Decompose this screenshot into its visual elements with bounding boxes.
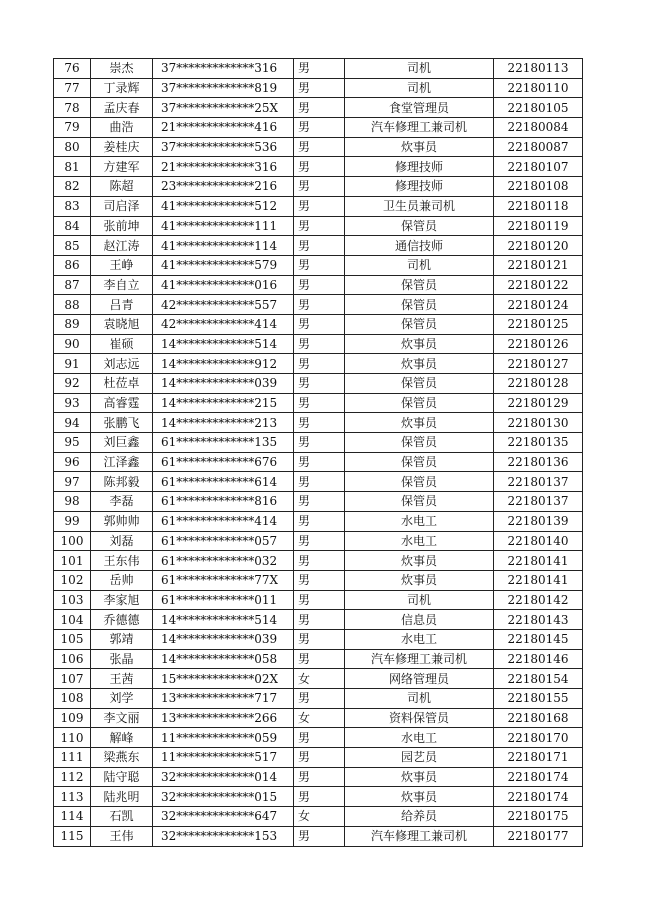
- table-row: [54, 413, 583, 433]
- job-title-cell: 通信技师: [345, 236, 494, 256]
- person-name-cell: 陈超: [91, 177, 153, 197]
- employee-code-cell: 22180140: [494, 531, 583, 551]
- gender-cell: 男: [294, 452, 345, 472]
- gender-cell: 女: [294, 669, 345, 689]
- gender-cell: 男: [294, 295, 345, 315]
- employee-code-cell: 22180155: [494, 689, 583, 709]
- person-name-cell: 张前坤: [91, 216, 153, 236]
- person-name-cell: 王峥: [91, 255, 153, 275]
- row-number-cell: 99: [54, 511, 91, 531]
- id-number-cell: 61*************032: [153, 551, 294, 571]
- gender-cell: 男: [294, 78, 345, 98]
- row-number-cell: 103: [54, 590, 91, 610]
- job-title-cell: 网络管理员: [345, 669, 494, 689]
- row-number-cell: 95: [54, 433, 91, 453]
- table-row: [54, 570, 583, 590]
- roster-body: [54, 59, 583, 847]
- gender-cell: 男: [294, 629, 345, 649]
- employee-code-cell: 22180105: [494, 98, 583, 118]
- id-number-cell: 61*************135: [153, 433, 294, 453]
- job-title-cell: 炊事员: [345, 137, 494, 157]
- person-name-cell: 袁晓旭: [91, 314, 153, 334]
- person-name-cell: 岳帅: [91, 570, 153, 590]
- gender-cell: 男: [294, 511, 345, 531]
- job-title-cell: 保管员: [345, 216, 494, 236]
- employee-code-cell: 22180128: [494, 374, 583, 394]
- row-number-cell: 111: [54, 748, 91, 768]
- id-number-cell: 61*************77X: [153, 570, 294, 590]
- gender-cell: 男: [294, 649, 345, 669]
- id-number-cell: 61*************011: [153, 590, 294, 610]
- id-number-cell: 11*************059: [153, 728, 294, 748]
- id-number-cell: 15*************02X: [153, 669, 294, 689]
- row-number-cell: 77: [54, 78, 91, 98]
- row-number-cell: 85: [54, 236, 91, 256]
- row-number-cell: 109: [54, 708, 91, 728]
- employee-code-cell: 22180171: [494, 748, 583, 768]
- employee-code-cell: 22180122: [494, 275, 583, 295]
- job-title-cell: 保管员: [345, 374, 494, 394]
- employee-code-cell: 22180135: [494, 433, 583, 453]
- table-row: [54, 59, 583, 79]
- table-row: [54, 472, 583, 492]
- person-name-cell: 李自立: [91, 275, 153, 295]
- id-number-cell: 13*************717: [153, 689, 294, 709]
- table-row: [54, 314, 583, 334]
- table-row: [54, 767, 583, 787]
- row-number-cell: 100: [54, 531, 91, 551]
- job-title-cell: 资料保管员: [345, 708, 494, 728]
- id-number-cell: 37*************25X: [153, 98, 294, 118]
- id-number-cell: 61*************057: [153, 531, 294, 551]
- person-name-cell: 解峰: [91, 728, 153, 748]
- gender-cell: 男: [294, 570, 345, 590]
- person-name-cell: 陈邦毅: [91, 472, 153, 492]
- employee-code-cell: 22180118: [494, 196, 583, 216]
- employee-code-cell: 22180175: [494, 807, 583, 827]
- employee-code-cell: 22180107: [494, 157, 583, 177]
- row-number-cell: 78: [54, 98, 91, 118]
- table-row: [54, 255, 583, 275]
- id-number-cell: 21*************416: [153, 118, 294, 138]
- table-row: [54, 334, 583, 354]
- person-name-cell: 崔硕: [91, 334, 153, 354]
- employee-code-cell: 22180137: [494, 472, 583, 492]
- table-row: [54, 492, 583, 512]
- person-name-cell: 江泽鑫: [91, 452, 153, 472]
- row-number-cell: 79: [54, 118, 91, 138]
- employee-code-cell: 22180170: [494, 728, 583, 748]
- row-number-cell: 101: [54, 551, 91, 571]
- id-number-cell: 41*************512: [153, 196, 294, 216]
- id-number-cell: 14*************058: [153, 649, 294, 669]
- table-row: [54, 216, 583, 236]
- gender-cell: 男: [294, 748, 345, 768]
- id-number-cell: 14*************514: [153, 610, 294, 630]
- table-row: [54, 118, 583, 138]
- id-number-cell: 42*************414: [153, 314, 294, 334]
- id-number-cell: 11*************517: [153, 748, 294, 768]
- employee-code-cell: 22180136: [494, 452, 583, 472]
- gender-cell: 男: [294, 590, 345, 610]
- person-name-cell: 王伟: [91, 826, 153, 846]
- job-title-cell: 司机: [345, 78, 494, 98]
- person-name-cell: 吕青: [91, 295, 153, 315]
- person-name-cell: 张晶: [91, 649, 153, 669]
- job-title-cell: 炊事员: [345, 354, 494, 374]
- row-number-cell: 115: [54, 826, 91, 846]
- person-name-cell: 梁燕东: [91, 748, 153, 768]
- employee-code-cell: 22180174: [494, 767, 583, 787]
- job-title-cell: 信息员: [345, 610, 494, 630]
- table-row: [54, 98, 583, 118]
- id-number-cell: 37*************316: [153, 59, 294, 79]
- job-title-cell: 保管员: [345, 314, 494, 334]
- job-title-cell: 保管员: [345, 472, 494, 492]
- table-row: [54, 708, 583, 728]
- table-row: [54, 629, 583, 649]
- id-number-cell: 41*************111: [153, 216, 294, 236]
- table-row: [54, 157, 583, 177]
- gender-cell: 男: [294, 59, 345, 79]
- table-row: [54, 610, 583, 630]
- person-name-cell: 姜桂庆: [91, 137, 153, 157]
- row-number-cell: 107: [54, 669, 91, 689]
- job-title-cell: 司机: [345, 255, 494, 275]
- id-number-cell: 61*************816: [153, 492, 294, 512]
- row-number-cell: 91: [54, 354, 91, 374]
- table-row: [54, 177, 583, 197]
- job-title-cell: 汽车修理工兼司机: [345, 826, 494, 846]
- person-name-cell: 郭帅帅: [91, 511, 153, 531]
- row-number-cell: 114: [54, 807, 91, 827]
- employee-code-cell: 22180124: [494, 295, 583, 315]
- job-title-cell: 修理技师: [345, 177, 494, 197]
- table-row: [54, 649, 583, 669]
- id-number-cell: 32*************014: [153, 767, 294, 787]
- employee-code-cell: 22180142: [494, 590, 583, 610]
- row-number-cell: 96: [54, 452, 91, 472]
- job-title-cell: 食堂管理员: [345, 98, 494, 118]
- person-name-cell: 李磊: [91, 492, 153, 512]
- id-number-cell: 32*************647: [153, 807, 294, 827]
- job-title-cell: 司机: [345, 590, 494, 610]
- gender-cell: 女: [294, 807, 345, 827]
- gender-cell: 男: [294, 157, 345, 177]
- job-title-cell: 水电工: [345, 531, 494, 551]
- row-number-cell: 88: [54, 295, 91, 315]
- gender-cell: 男: [294, 275, 345, 295]
- job-title-cell: 炊事员: [345, 570, 494, 590]
- person-name-cell: 杜莅卓: [91, 374, 153, 394]
- id-number-cell: 14*************215: [153, 393, 294, 413]
- id-number-cell: 37*************536: [153, 137, 294, 157]
- gender-cell: 男: [294, 216, 345, 236]
- employee-code-cell: 22180139: [494, 511, 583, 531]
- gender-cell: 女: [294, 708, 345, 728]
- gender-cell: 男: [294, 689, 345, 709]
- id-number-cell: 13*************266: [153, 708, 294, 728]
- roster-sheet: [53, 58, 583, 847]
- table-row: [54, 393, 583, 413]
- gender-cell: 男: [294, 551, 345, 571]
- employee-code-cell: 22180174: [494, 787, 583, 807]
- gender-cell: 男: [294, 767, 345, 787]
- id-number-cell: 61*************414: [153, 511, 294, 531]
- job-title-cell: 汽车修理工兼司机: [345, 118, 494, 138]
- row-number-cell: 112: [54, 767, 91, 787]
- job-title-cell: 保管员: [345, 452, 494, 472]
- id-number-cell: 14*************514: [153, 334, 294, 354]
- job-title-cell: 园艺员: [345, 748, 494, 768]
- employee-code-cell: 22180119: [494, 216, 583, 236]
- table-row: [54, 787, 583, 807]
- id-number-cell: 41*************579: [153, 255, 294, 275]
- job-title-cell: 炊事员: [345, 413, 494, 433]
- job-title-cell: 炊事员: [345, 787, 494, 807]
- table-row: [54, 807, 583, 827]
- employee-code-cell: 22180087: [494, 137, 583, 157]
- table-row: [54, 275, 583, 295]
- person-name-cell: 陆守聪: [91, 767, 153, 787]
- gender-cell: 男: [294, 610, 345, 630]
- person-name-cell: 刘志远: [91, 354, 153, 374]
- row-number-cell: 102: [54, 570, 91, 590]
- gender-cell: 男: [294, 472, 345, 492]
- gender-cell: 男: [294, 255, 345, 275]
- person-name-cell: 郭靖: [91, 629, 153, 649]
- row-number-cell: 81: [54, 157, 91, 177]
- table-row: [54, 433, 583, 453]
- job-title-cell: 保管员: [345, 492, 494, 512]
- person-name-cell: 丁录辉: [91, 78, 153, 98]
- employee-code-cell: 22180168: [494, 708, 583, 728]
- job-title-cell: 水电工: [345, 728, 494, 748]
- employee-code-cell: 22180127: [494, 354, 583, 374]
- row-number-cell: 105: [54, 629, 91, 649]
- job-title-cell: 汽车修理工兼司机: [345, 649, 494, 669]
- job-title-cell: 炊事员: [345, 334, 494, 354]
- gender-cell: 男: [294, 314, 345, 334]
- employee-code-cell: 22180154: [494, 669, 583, 689]
- employee-code-cell: 22180146: [494, 649, 583, 669]
- gender-cell: 男: [294, 196, 345, 216]
- employee-code-cell: 22180121: [494, 255, 583, 275]
- gender-cell: 男: [294, 236, 345, 256]
- person-name-cell: 刘巨鑫: [91, 433, 153, 453]
- person-name-cell: 张鹏飞: [91, 413, 153, 433]
- employee-code-cell: 22180145: [494, 629, 583, 649]
- id-number-cell: 42*************557: [153, 295, 294, 315]
- gender-cell: 男: [294, 787, 345, 807]
- table-row: [54, 826, 583, 846]
- job-title-cell: 保管员: [345, 275, 494, 295]
- employee-code-cell: 22180125: [494, 314, 583, 334]
- row-number-cell: 90: [54, 334, 91, 354]
- gender-cell: 男: [294, 728, 345, 748]
- table-row: [54, 689, 583, 709]
- gender-cell: 男: [294, 492, 345, 512]
- job-title-cell: 水电工: [345, 511, 494, 531]
- row-number-cell: 97: [54, 472, 91, 492]
- row-number-cell: 108: [54, 689, 91, 709]
- job-title-cell: 炊事员: [345, 551, 494, 571]
- id-number-cell: 61*************676: [153, 452, 294, 472]
- id-number-cell: 37*************819: [153, 78, 294, 98]
- id-number-cell: 14*************039: [153, 374, 294, 394]
- gender-cell: 男: [294, 137, 345, 157]
- employee-code-cell: 22180120: [494, 236, 583, 256]
- job-title-cell: 修理技师: [345, 157, 494, 177]
- job-title-cell: 给养员: [345, 807, 494, 827]
- row-number-cell: 98: [54, 492, 91, 512]
- table-row: [54, 137, 583, 157]
- gender-cell: 男: [294, 118, 345, 138]
- person-name-cell: 司启泽: [91, 196, 153, 216]
- table-row: [54, 196, 583, 216]
- job-title-cell: 司机: [345, 689, 494, 709]
- row-number-cell: 86: [54, 255, 91, 275]
- person-name-cell: 石凯: [91, 807, 153, 827]
- id-number-cell: 14*************039: [153, 629, 294, 649]
- person-name-cell: 陆兆明: [91, 787, 153, 807]
- table-row: [54, 511, 583, 531]
- id-number-cell: 21*************316: [153, 157, 294, 177]
- person-name-cell: 王茜: [91, 669, 153, 689]
- id-number-cell: 32*************153: [153, 826, 294, 846]
- job-title-cell: 保管员: [345, 295, 494, 315]
- gender-cell: 男: [294, 413, 345, 433]
- row-number-cell: 83: [54, 196, 91, 216]
- person-name-cell: 方建军: [91, 157, 153, 177]
- row-number-cell: 104: [54, 610, 91, 630]
- table-row: [54, 295, 583, 315]
- person-name-cell: 孟庆春: [91, 98, 153, 118]
- job-title-cell: 司机: [345, 59, 494, 79]
- table-row: [54, 551, 583, 571]
- job-title-cell: 保管员: [345, 433, 494, 453]
- row-number-cell: 113: [54, 787, 91, 807]
- id-number-cell: 61*************614: [153, 472, 294, 492]
- table-row: [54, 236, 583, 256]
- table-row: [54, 728, 583, 748]
- gender-cell: 男: [294, 393, 345, 413]
- job-title-cell: 水电工: [345, 629, 494, 649]
- table-row: [54, 354, 583, 374]
- person-name-cell: 刘磊: [91, 531, 153, 551]
- table-row: [54, 374, 583, 394]
- person-name-cell: 李家旭: [91, 590, 153, 610]
- id-number-cell: 41*************114: [153, 236, 294, 256]
- roster-table: [53, 58, 583, 847]
- row-number-cell: 87: [54, 275, 91, 295]
- job-title-cell: 炊事员: [345, 767, 494, 787]
- gender-cell: 男: [294, 531, 345, 551]
- employee-code-cell: 22180141: [494, 551, 583, 571]
- gender-cell: 男: [294, 334, 345, 354]
- person-name-cell: 崇杰: [91, 59, 153, 79]
- row-number-cell: 82: [54, 177, 91, 197]
- employee-code-cell: 22180113: [494, 59, 583, 79]
- row-number-cell: 89: [54, 314, 91, 334]
- person-name-cell: 李文丽: [91, 708, 153, 728]
- row-number-cell: 94: [54, 413, 91, 433]
- employee-code-cell: 22180126: [494, 334, 583, 354]
- id-number-cell: 41*************016: [153, 275, 294, 295]
- table-row: [54, 669, 583, 689]
- person-name-cell: 高睿霆: [91, 393, 153, 413]
- id-number-cell: 23*************216: [153, 177, 294, 197]
- employee-code-cell: 22180110: [494, 78, 583, 98]
- gender-cell: 男: [294, 433, 345, 453]
- table-row: [54, 590, 583, 610]
- table-row: [54, 748, 583, 768]
- employee-code-cell: 22180137: [494, 492, 583, 512]
- gender-cell: 男: [294, 177, 345, 197]
- table-row: [54, 78, 583, 98]
- row-number-cell: 93: [54, 393, 91, 413]
- table-row: [54, 452, 583, 472]
- person-name-cell: 赵江涛: [91, 236, 153, 256]
- person-name-cell: 乔德德: [91, 610, 153, 630]
- row-number-cell: 106: [54, 649, 91, 669]
- id-number-cell: 14*************213: [153, 413, 294, 433]
- job-title-cell: 卫生员兼司机: [345, 196, 494, 216]
- person-name-cell: 刘学: [91, 689, 153, 709]
- employee-code-cell: 22180143: [494, 610, 583, 630]
- employee-code-cell: 22180130: [494, 413, 583, 433]
- id-number-cell: 32*************015: [153, 787, 294, 807]
- table-row: [54, 531, 583, 551]
- gender-cell: 男: [294, 354, 345, 374]
- row-number-cell: 84: [54, 216, 91, 236]
- employee-code-cell: 22180141: [494, 570, 583, 590]
- employee-code-cell: 22180177: [494, 826, 583, 846]
- id-number-cell: 14*************912: [153, 354, 294, 374]
- employee-code-cell: 22180129: [494, 393, 583, 413]
- employee-code-cell: 22180084: [494, 118, 583, 138]
- gender-cell: 男: [294, 98, 345, 118]
- person-name-cell: 曲浩: [91, 118, 153, 138]
- person-name-cell: 王东伟: [91, 551, 153, 571]
- row-number-cell: 76: [54, 59, 91, 79]
- employee-code-cell: 22180108: [494, 177, 583, 197]
- job-title-cell: 保管员: [345, 393, 494, 413]
- gender-cell: 男: [294, 374, 345, 394]
- row-number-cell: 110: [54, 728, 91, 748]
- row-number-cell: 92: [54, 374, 91, 394]
- row-number-cell: 80: [54, 137, 91, 157]
- gender-cell: 男: [294, 826, 345, 846]
